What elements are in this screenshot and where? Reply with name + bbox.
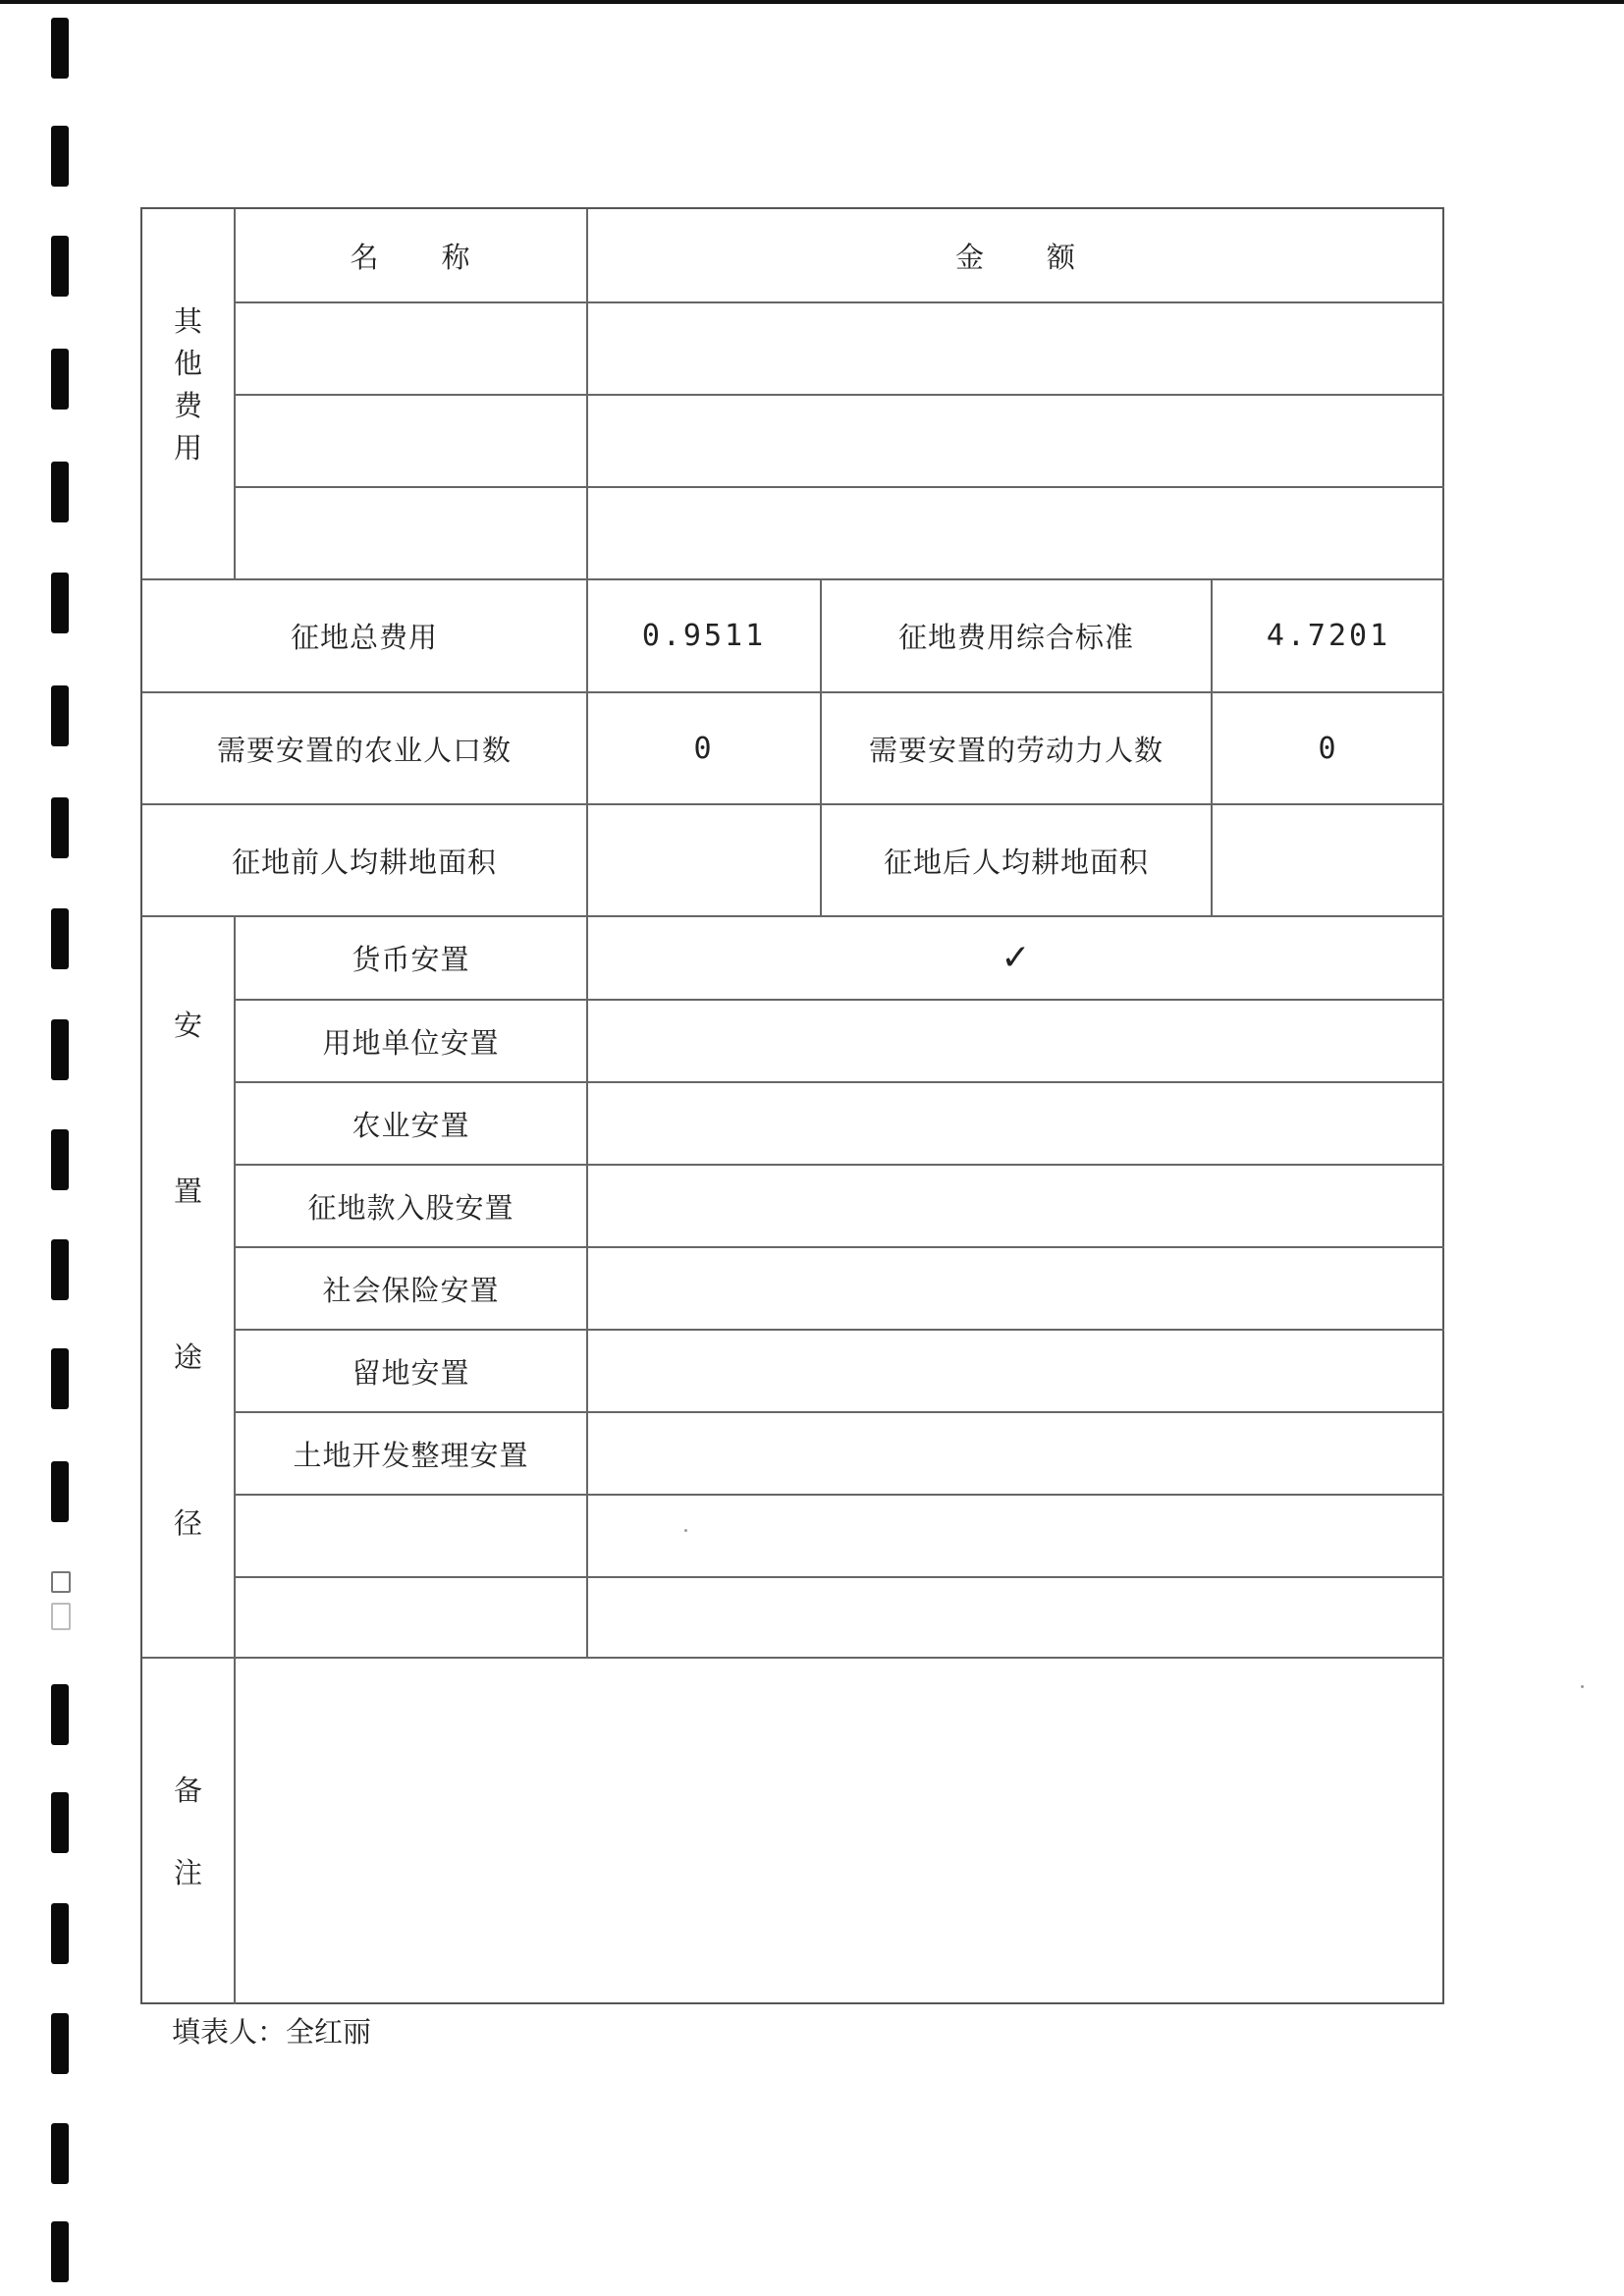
other-fee-name-field[interactable] [236,303,586,394]
area-before-label: 征地前人均耕地面积 [231,845,497,879]
resettlement-group-label: 安 置 途 径 [173,1009,202,1540]
check-mark-icon[interactable]: ✓ [1001,938,1032,978]
binding-hole [51,236,69,297]
binding-hole [51,1684,69,1745]
other-fees-amount-header: 金 额 [954,240,1077,274]
area-after-value[interactable] [1213,805,1444,915]
total-cost-label: 征地总费用 [290,621,438,654]
binding-hole [51,2013,69,2074]
binding-hole [51,2123,69,2184]
area-after-label: 征地后人均耕地面积 [883,845,1149,879]
page-top-edge [0,0,1624,4]
binding-hole [51,573,69,633]
binding-hole [51,1239,69,1300]
resettlement-method-value[interactable] [588,1413,1444,1494]
other-fees-name-header: 名 称 [350,240,472,274]
binding-hole [51,2221,69,2282]
resettlement-method-value[interactable] [588,1578,1444,1657]
resettlement-method-label: 留地安置 [352,1355,470,1390]
total-cost-value[interactable]: 0.9511 [641,619,767,653]
resettlement-method-value[interactable] [588,1001,1444,1081]
resettlement-method-value[interactable] [588,1166,1444,1246]
binding-hole [51,1903,69,1964]
other-fee-amount-field[interactable] [588,396,1444,486]
scan-speck [684,1529,687,1532]
binding-hole [51,349,69,410]
resettlement-method-value[interactable] [588,1496,1444,1576]
area-before-value[interactable] [588,805,820,915]
agri-population-label: 需要安置的农业人口数 [216,733,512,767]
composite-standard-label: 征地费用综合标准 [897,621,1134,654]
binding-hole [51,1461,69,1522]
other-fee-name-field[interactable] [236,488,586,578]
labor-count-label: 需要安置的劳动力人数 [868,733,1164,767]
labor-count-value[interactable]: 0 [1318,731,1339,766]
land-acquisition-form-table [140,207,1444,2004]
binding-hole [51,18,69,79]
resettlement-method-label[interactable] [236,1496,586,1576]
resettlement-method-label: 征地款入股安置 [307,1190,514,1225]
other-fee-amount-field[interactable] [588,303,1444,394]
form-filler [172,2010,371,2050]
other-fee-amount-field[interactable] [588,488,1444,578]
binding-hole [51,797,69,858]
other-fees-group-label: 其 他 费 用 [173,304,202,465]
resettlement-method-label[interactable] [236,1578,586,1657]
binding-hole [51,1792,69,1853]
resettlement-method-value[interactable] [588,1083,1444,1164]
binding-hole [51,462,69,522]
resettlement-method-value[interactable] [588,1331,1444,1411]
binding-hole [51,908,69,969]
binding-hole [51,1019,69,1080]
resettlement-method-value[interactable] [588,1248,1444,1329]
scan-speck [1581,1685,1584,1688]
resettlement-method-label: 用地单位安置 [322,1025,500,1060]
composite-standard-value[interactable]: 4.7201 [1266,619,1391,653]
resettlement-method-label: 土地开发整理安置 [293,1438,529,1472]
binding-hole-partial [51,1603,71,1630]
binding-hole [51,685,69,746]
binding-hole-partial [51,1571,71,1593]
binding-hole [51,1129,69,1190]
binding-hole [51,126,69,187]
resettlement-method-label: 货币安置 [352,943,470,976]
filler-label: 填表人： [172,2015,287,2049]
filler-name: 全红丽 [286,2015,372,2049]
resettlement-method-label: 农业安置 [352,1108,470,1142]
agri-population-value[interactable]: 0 [693,731,715,766]
other-fee-name-field[interactable] [236,396,586,486]
remarks-group-label: 备 注 [173,1774,202,1889]
remarks-content-field[interactable] [236,1659,1444,2002]
resettlement-method-label: 社会保险安置 [322,1273,500,1307]
binding-hole [51,1348,69,1409]
